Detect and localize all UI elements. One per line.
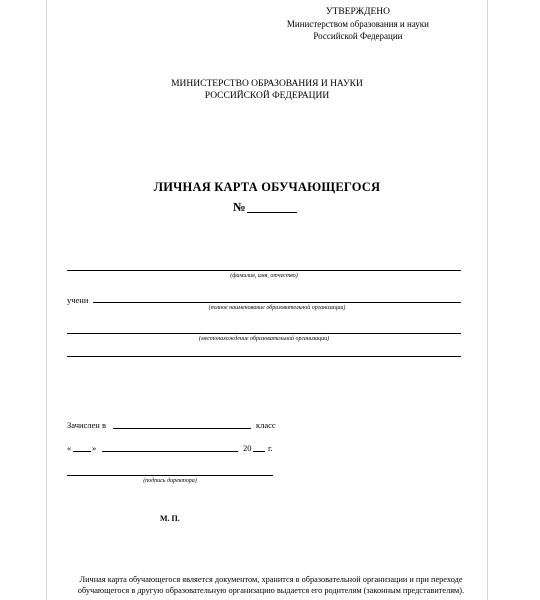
full-name-hint: (фамилия, имя, отчество) — [230, 273, 298, 279]
ministry-line-1: МИНИСТЕРСТВО ОБРАЗОВАНИЯ И НАУКИ — [171, 79, 363, 89]
date-year-blank — [253, 451, 265, 452]
organization-location-blank-2 — [67, 356, 461, 357]
organization-location-hint: (местонахождение образовательной организации) — [198, 336, 330, 342]
footer-note — [61, 574, 481, 596]
date-month-blank — [102, 451, 238, 452]
footer-line-1: Личная карта обучающегося является документом, хранится в образовательной организации и при переходе — [79, 575, 463, 584]
date-quote-close: » — [92, 443, 97, 453]
approval-heading: УТВЕРЖДЕНО — [325, 7, 391, 17]
organization-name-hint: (полное наименование образовательной организации) — [208, 305, 346, 311]
date-year-suffix: г. — [268, 443, 273, 453]
footer-line-2: обучающегося в другую образовательную организацию выдается его родителям (законным представителям). — [77, 586, 465, 595]
document-title: ЛИЧНАЯ КАРТА ОБУЧАЮЩЕГОСЯ — [153, 180, 381, 194]
organization-name-blank — [93, 302, 461, 303]
approval-line-2: Российской Федерации — [313, 31, 403, 41]
enrolled-class-blank — [113, 428, 251, 429]
class-label: класс — [256, 420, 276, 430]
ministry-line-2: РОССИЙСКОЙ ФЕДЕРАЦИИ — [204, 91, 330, 101]
organization-location-blank — [67, 333, 461, 334]
date-day-blank — [73, 451, 91, 452]
date-quote-open: « — [67, 443, 72, 453]
card-number-blank — [247, 212, 297, 213]
director-signature-hint: (подпись директора) — [143, 478, 197, 484]
date-year-prefix: 20 — [243, 443, 252, 453]
stamp-place: М. П. — [160, 514, 180, 523]
full-name-blank — [67, 270, 461, 271]
ministry-header — [47, 78, 487, 102]
approval-block — [287, 6, 429, 42]
card-number-sign: № — [233, 200, 246, 214]
enrolled-label: Зачислен в — [67, 420, 106, 430]
director-signature-blank — [67, 475, 273, 476]
pupil-label: учени — [67, 295, 89, 305]
document-page — [46, 0, 488, 600]
approval-line-1: Министерством образования и науки — [286, 19, 429, 29]
